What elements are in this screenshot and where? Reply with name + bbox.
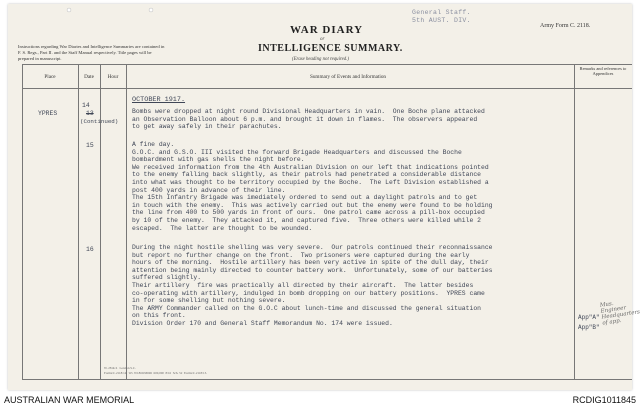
date-14: 14 xyxy=(82,102,90,109)
col-head-hour: Hour xyxy=(107,74,119,80)
unit-stamp-line1: General Staff. xyxy=(412,9,471,16)
printer-imprint: W. 28 & 6 London S.C. Forms/C.2118/14. Wt. W1860/M696 600,000 8/16 Sch. 52 Forms/C.2118/13. xyxy=(104,366,207,375)
table-top-rule xyxy=(22,64,632,65)
col-head-date: Date xyxy=(84,74,94,80)
entry-16: During the night hostile shelling was very severe. Our patrols continued their reconnaissance but report no further change on the front. Two prisoners were captured during the early hours of the morning. Hostile artillery has been very active in spite of the dull day, their attention being mainly directed to counter battery work. Unfortunately, some of our batteries suffered slightly. Their artillery fire was practically all directed by their aircraft. The latter besides co-operating with artillery, indulged in bomb dropping on our battery positions. YPRES came in for some shelling but nothing severe. The ARMY Commander called on the G.O.C about lunch-time and discussed the general situation on this front. Division Order 170 and General Staff Memorandum No. 174 were issued. xyxy=(132,244,493,327)
appendix-a-ref: App"A" xyxy=(578,314,600,321)
place-ypres: YPRES xyxy=(38,110,58,117)
col-head-remarks: Remarks and references to Appendices xyxy=(579,66,627,77)
header-bottom-rule xyxy=(22,88,632,89)
date-continued: (Continued) xyxy=(80,118,119,125)
diary-page xyxy=(8,4,641,390)
erase-heading-note: (Erase heading not required.) xyxy=(292,57,349,62)
table-left-rule xyxy=(22,64,23,379)
army-form-number: Army Form C. 2118. xyxy=(540,23,591,29)
date-15: 15 xyxy=(86,142,94,149)
punch-holes xyxy=(8,4,632,24)
date-16: 16 xyxy=(86,246,94,253)
title-or: or xyxy=(320,37,325,42)
col-head-summary: Summary of Events and Information xyxy=(309,74,387,80)
unit-stamp-line2: 5th AUST. DIV. xyxy=(412,17,471,24)
month-heading: OCTOBER 1917. xyxy=(132,96,186,104)
col-rule-date xyxy=(100,64,101,379)
col-rule-place xyxy=(78,64,79,379)
col-rule-summary xyxy=(574,64,575,379)
col-head-place: Place xyxy=(44,74,56,80)
date-13: 13 xyxy=(86,110,94,117)
title-intelligence-summary: INTELLIGENCE SUMMARY. xyxy=(258,43,403,54)
table-bottom-rule xyxy=(22,379,632,380)
col-rule-hour xyxy=(126,64,127,379)
entry-15: A fine day. G.O.C. and G.S.O. III visited the forward Brigade Headquarters and discussed the Boche bombardment with gas shells the night before. We received information from the 4th Australian Division on our left that indications pointed to the enemy falling back slightly, as their patrols had penetrated a considerable distance into what was thought to be territory occupied by the Boche. The Left Division established a post 400 yards in advance of their line. The 15th Infantry Brigade was imediately ordered to send out a daylight patrols and to get in touch with the enemy. This was actively carried out but the enemy were found to be holding the line from 400 to 500 yards in front of ours. One patrol came across a pill-box occupied by 10 of the enemy. They attacked it, and captured five. Three others were killed while 2 escaped. The latter are thought to be wounded. xyxy=(132,141,493,232)
handwritten-margin-note: Mus. Engineer Headquarters of app. xyxy=(599,300,641,327)
footer-record-id: RCDIG1011845 xyxy=(572,395,636,405)
appendix-b-ref: App"B" xyxy=(578,324,600,331)
title-war-diary: WAR DIARY xyxy=(290,24,364,36)
entry-14: Bombs were dropped at night round Divisional Headquarters in vain. One Boche plane attacked an Observation Balloon about 6 p.m. and brought it down in flames. The observers appeared to get away safely in their parachutes. xyxy=(132,108,485,131)
instructions-note: Instructions regarding War Diaries and Intelligence Summaries are contained in F. S. Regs., Part II. and the Staff Manual respectively. Title pages will be prepared in manuscript. xyxy=(18,44,165,61)
footer-archive-name: AUSTRALIAN WAR MEMORIAL xyxy=(4,395,135,405)
